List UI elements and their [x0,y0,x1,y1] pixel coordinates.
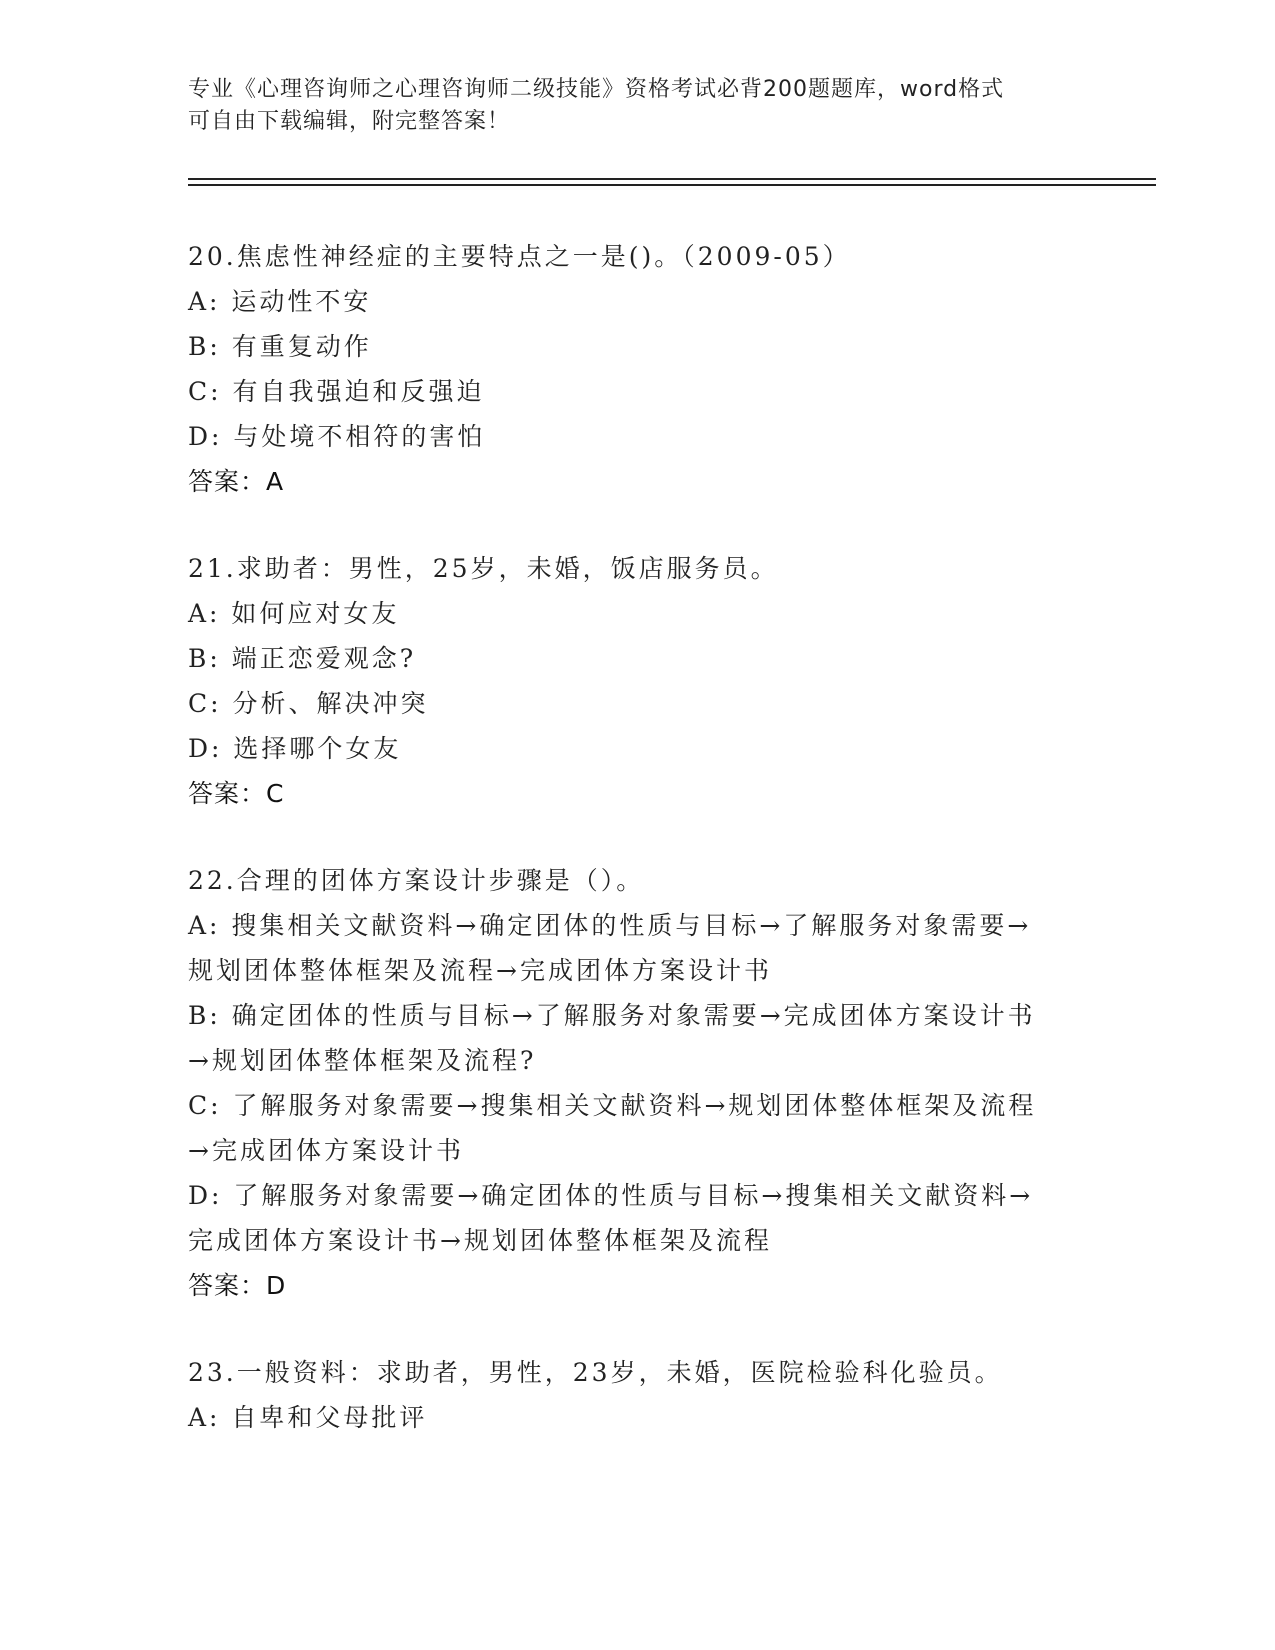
answer-option: →完成团体方案设计书 [188,1136,464,1165]
answer-option: A: 搜集相关文献资料→确定团体的性质与目标→了解服务对象需要→ [188,911,1032,940]
answer-option: B: 有重复动作 [188,332,372,361]
answer-option: D: 选择哪个女友 [188,734,402,763]
answer-option: C: 分析、解决冲突 [188,689,429,718]
answer-option: →规划团体整体框架及流程? [188,1046,537,1075]
answer-option: C: 有自我强迫和反强迫 [188,377,485,406]
question-block [188,234,1088,504]
question-list [188,234,1088,1482]
answer-option: D: 了解服务对象需要→确定团体的性质与目标→搜集相关文献资料→ [188,1181,1034,1210]
question-stem: 23.一般资料：求助者，男性，23岁，未婚，医院检验科化验员。 [188,1358,1003,1387]
question-stem: 20.焦虑性神经症的主要特点之一是()。（2009-05） [188,242,851,271]
answer-option: 规划团体整体框架及流程→完成团体方案设计书 [188,956,772,985]
question-stem: 22.合理的团体方案设计步骤是（）。 [188,866,645,895]
header-divider-bottom [188,184,1156,186]
header-title-line-2: 可自由下载编辑，附完整答案！ [188,109,511,134]
answer-key: 答案：A [188,467,285,496]
question-stem: 21.求助者：男性，25岁，未婚，饭店服务员。 [188,554,779,583]
header-title-line-1: 专业《心理咨询师之心理咨询师二级技能》资格考试必背200题题库，word格式 [188,77,1005,102]
question-block [188,1350,1088,1440]
question-block [188,546,1088,816]
header-divider-top [188,178,1156,180]
answer-key: 答案：C [188,779,285,808]
answer-option: D: 与处境不相符的害怕 [188,422,486,451]
answer-option: B: 确定团体的性质与目标→了解服务对象需要→完成团体方案设计书 [188,1001,1036,1030]
answer-option: C: 了解服务对象需要→搜集相关文献资料→规划团体整体框架及流程 [188,1091,1037,1120]
answer-option: A: 运动性不安 [188,287,372,316]
answer-key: 答案：D [188,1271,287,1300]
document-header [188,74,1068,138]
answer-option: A: 如何应对女友 [188,599,400,628]
answer-option: B: 端正恋爱观念? [188,644,417,673]
answer-option: A: 自卑和父母批评 [188,1403,428,1432]
question-block [188,858,1088,1308]
answer-option: 完成团体方案设计书→规划团体整体框架及流程 [188,1226,772,1255]
